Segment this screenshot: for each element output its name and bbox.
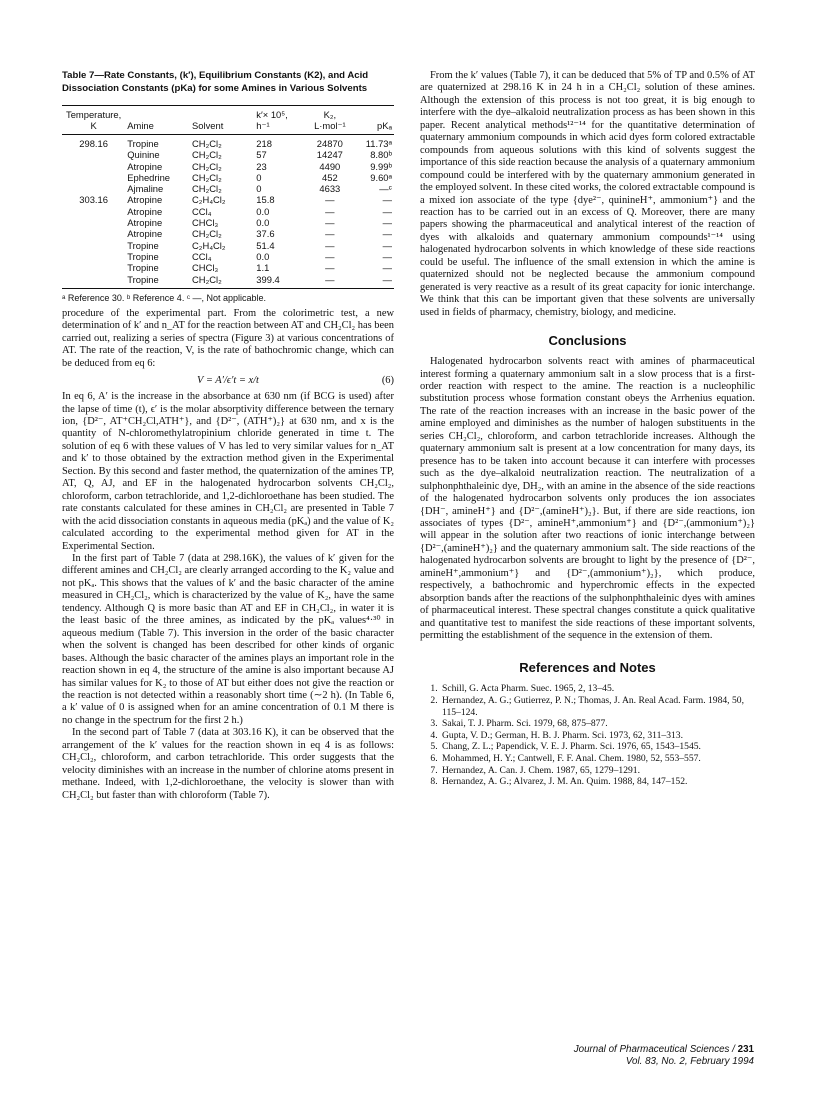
cell-rate-constant: 0.0 [256,205,270,217]
cell-temperature [62,262,125,273]
table-row [62,228,394,239]
cell-pka: — [382,205,392,217]
cell-pka: — [382,194,392,206]
cell-temperature [62,172,125,183]
reference-item: 1. Schill, G. Acta Pharm. Suec. 1965, 2, 13–45. [440,683,755,695]
left-column [62,70,394,802]
cell-pka: — [382,228,392,240]
cell-equilibrium-constant: — [325,262,335,274]
cell-pka: — [382,262,392,274]
cell-solvent: CH₂Cl₂ [192,138,222,149]
cell-equilibrium-constant: — [325,239,335,251]
paragraph: From the k′ values (Table 7), it can be deduced that 5% of TP and 0.5% of AT are quaternized at 298.16 K in 24 h in a CH₂Cl₂ solution of these amines. Although the extension of this process is not too great, it is big enough to interfere with the dye–alkaloid neutralization process as has been shown in this paper. Recent analytical methods¹²⁻¹⁴ for the quantitative determination of quaternary ammonium compounds in which acid dyes form colored extractable compounds from aqueous solutions with this kind of solvents suggest the importance of this side reaction because the analysis of a quaternary ammonium compound could be interfered with by the quaternary ammonium generated in the employed solvent. In these cited works, the colored extractable compound is a mixed ion associate of the type {dye²⁻, quinineH⁺, ammonium⁺} and the reaction has to be carried out in an excess of Q. Moreover, there are many papers showing the pharmaceutical and analytical interest of the reaction of dyes with alkaloids and quaternary ammonium compounds¹⁻¹⁴ using halogenated hydrocarbon solvents in which knowledge of these side reactions could be useful. The influence of the small extension in which the amine is quaternized should not be neglected because the ammonium compound generated is very reactive as a result of its great capacity for ionic interchange. We think that this can be important given that these solvents are universally used in fields of pharmacy, chemistry, biology, and medicine. [420,70,755,318]
cell-equilibrium-constant: — [325,194,335,206]
cell-rate-constant: 399.4 [248,274,304,289]
cell-solvent: CH₂Cl₂ [192,160,222,172]
header-pka: pKₐ [355,120,394,135]
table-row [62,194,394,205]
references-heading: References and Notes [519,660,656,676]
cell-amine: Tropine [127,250,159,262]
reference-item: 5. Chang, Z. L.; Papendick, V. E. J. Pharm. Sci. 1976, 65, 1543–1545. [440,741,755,753]
cell-solvent: CCl₄ [192,205,212,217]
cell-rate-constant: 0.0 [256,250,270,262]
cell-amine: Tropine [127,138,159,149]
table-row [62,161,394,172]
cell-solvent: CH₂Cl₂ [190,274,248,289]
cell-rate-constant: 0 [256,183,262,195]
paragraph: In eq 6, A′ is the increase in the absorbance at 630 nm (if BCG is used) after the lapse of time (t), ϵ′ is the molar absorptivity difference between the ternary ion, {D²⁻, AT⁺CH₂Cl,ATH⁺}, and {D²⁻, (ATH⁺)₂} at 630 nm, and x is the quantity of N-chloromethylatropinium chloride generated in time t. The solution of eq 6 with these values of V has led to very similar values for n_AT and k′ to those obtained by the extraction method given in the Experimental Section. By this second and faster method, the quaternization of the amines TP, AT, Q, AJ, and EF in the halogenated hydrocarbon solvents CH₂Cl₂, chloroform, carbon tetrachloride, and 1,2-dichloroethane has been studied. The rate constants calculated for these amines in CH₂Cl₂ are presented in Table 7 with the acid dissociation constants in aqueous media (pKₐ) and the value of K₂ calculated according to the experimental method given for AT in the Experimental Section. [62,391,395,552]
cell-solvent: CH₂Cl₂ [192,183,222,195]
cell-rate-constant: 0 [256,171,262,183]
cell-solvent: CH₂Cl₂ [192,228,222,240]
cell-equilibrium-constant: 24870 [316,138,343,149]
header-rate-constant-unit: h⁻¹ [248,120,304,135]
header-equilibrium-constant-unit: L·mol⁻¹ [304,120,355,135]
table-footnote: ᵃ Reference 30. ᵇ Reference 4. ᶜ —, Not applicable. [62,292,267,303]
cell-solvent: CH₂Cl₂ [192,171,222,183]
cell-equilibrium-constant: — [325,217,335,229]
cell-temperature [62,149,125,160]
cell-temperature [62,183,125,194]
cell-solvent: C₂H₄Cl₂ [192,194,226,206]
cell-amine: Atropine [127,160,163,172]
cell-equilibrium-constant: — [325,250,335,262]
cell-temperature [62,206,125,217]
table-row [62,149,394,160]
cell-equilibrium-constant: — [325,205,335,217]
cell-pka: — [382,250,392,262]
cell-pka: 9.60ᵃ [370,171,392,183]
cell-pka: —ᶜ [379,183,392,195]
cell-amine: Atropine [127,205,163,217]
cell-amine: Atropine [127,228,163,240]
journal-name: Journal of Pharmaceutical Sciences / [573,1044,735,1055]
header-solvent: Solvent [190,120,248,135]
conclusions-heading: Conclusions [548,333,627,349]
cell-rate-constant: 0.0 [256,217,270,229]
table-row [62,206,394,217]
table-row [62,172,394,183]
table-row [62,274,394,289]
table-7 [62,105,394,289]
cell-equilibrium-constant: 4633 [319,183,341,195]
table-row [62,240,394,251]
paragraph: Halogenated hydrocarbon solvents react with amines of pharmaceutical interest forming a quaternary ammonium salt in a slow process that is a first-order reaction with respect to the amine. The reaction is a nucleophilic substitution process whose formation constant obeys the Arrhenius equation. The rate of the reaction increases with an increase in the basic power of the amine employed and diminishes as the number of halogen substituents in the series CH₂Cl₂, chloroform, and carbon tetrachloride increases. Although the quaternary ammonium salt is present at a low concentration for many days, its presence has to be taken into account because it can interfere with processes such as the dye–alkaloid neutralization reaction. The neutralization of a sulphonphthaleinic dye, DH₂, with an amine in the absence of the side reactions of the halogenated hydrocarbon solvents only produces the ion associates {DH⁻, amineH⁺} and {D²⁻,(amineH⁺)₂}. But, if there are side reactions, ion associates of types {D²⁻, amineH⁺,ammonium⁺} and {D²⁻,(ammonium⁺)₂} will appear in the solution after two reactions of ionic interchange between {D²⁻,(amineH⁺)₂} and the quaternary ammonium salt. The side reactions of the halogenated hydrocarbon solvents are brought to light by the presence of {D²⁻, amineH⁺,ammonium⁺} and {D²⁻,(ammonium⁺)₂}, which produce, respectively, a bathochromic and hyperchromic effects in the expected absorption bands after the reactions of the sulphonphthaleinic dyes with amines of pharmaceutical interest. These spectral changes constitute a quick qualitative and quantitative test to manifest the side reactions of these important solvents, permitting the establishment of the sequence in the extension of them. [420,356,755,642]
header-temperature-unit: K [62,120,125,135]
cell-amine: Tropine [125,274,190,289]
cell-rate-constant: 23 [256,160,267,172]
cell-amine: Ephedrine [127,171,171,183]
cell-pka: — [382,217,392,229]
reference-item: 6. Mohammed, H. Y.; Cantwell, F. F. Anal. Chem. 1980, 52, 553–557. [440,753,755,765]
reference-item: 8. Hernandez, A. G.; Alvarez, J. M. An. Quim. 1988, 84, 147–152. [440,776,755,788]
page-number: 231 [737,1044,754,1055]
cell-equilibrium-constant: 4490 [319,160,341,172]
equation-text: V = A′/ϵ′t = x/t [197,375,259,387]
cell-rate-constant: 218 [256,138,272,149]
cell-temperature: 303.16 [79,194,108,206]
cell-pka: — [355,274,394,289]
cell-pka: — [382,239,392,251]
header-temperature: Temperature, [62,106,125,121]
cell-amine: Tropine [127,262,159,274]
reference-item: 2. Hernandez, A. G.; Gutierrez, P. N.; Thomas, J. An. Real Acad. Farm. 1984, 50, 115–124. [440,695,755,718]
cell-equilibrium-constant: 14247 [316,149,343,161]
cell-temperature [62,161,125,172]
cell-solvent: CH₂Cl₂ [192,149,222,161]
reference-item: 7. Hernandez, A. Can. J. Chem. 1987, 65, 1279–1291. [440,765,755,777]
cell-temperature [62,228,125,239]
table-row [62,183,394,194]
cell-pka: 11.73ᵃ [365,138,392,149]
right-column [420,70,755,788]
cell-temperature [62,217,125,228]
cell-amine: Tropine [127,239,159,251]
cell-temperature [62,240,125,251]
cell-solvent: CHCl₃ [192,262,219,274]
cell-amine: Atropine [127,217,163,229]
table-caption: Table 7—Rate Constants, (k′), Equilibrium Constants (K2), and Acid Dissociation Constants (pKa) for some Amines in Various Solvents [62,70,369,94]
paragraph: In the first part of Table 7 (data at 298.16K), the values of k′ given for the different amines and CH₂Cl₂ are clearly arranged according to the K₂ value and not pKₐ. This shows that the values of k′ and the basic character of the amine measured in CH₂Cl₂, which is characterized by the value of K₂, have the same tendency. Although Q is more basic than AT and EF in CH₂Cl₂, in water it is the least basic of the three amines, as indicated by the pKₐ values⁴·³⁰ in aqueous medium (Table 7). This inversion in the order of the basic character when the solvent is changed has been described for other kinds of organic bases. Although the basic character of the amines plays an important role in the reaction shown in eq 4, the structure of the amine is also important because AJ has similar values for K₂ to those of AT but either does not give the reaction or the reaction is not detected within a reasonably short time (∼2 h). (In Table 6, a k′ value of 0 is assigned when for an amine concentration of 0.1 M there is no change in the spectrum for the first 2 h.) [62,553,394,726]
cell-amine: Ajmaline [127,183,164,195]
cell-equilibrium-constant: — [304,274,355,289]
volume-info: Vol. 83, No. 2, February 1994 [625,1056,754,1067]
cell-pka: 9.99ᵇ [370,160,392,172]
paragraph: In the second part of Table 7 (data at 303.16 K), it can be observed that the arrangement of the k′ values for the reaction shown in eq 4 is as follows: CH₂Cl₂, chloroform, and carbon tetrachloride. This order suggests that the velocity diminishes with an increase in the number of chlorine atoms present in methane. Indeed, with 1,2-dichloroethane, the velocity is slower than with CH₂Cl₂ but faster than with chloroform (Table 7). [62,727,394,801]
cell-amine: Atropine [127,194,163,206]
table-row [62,217,394,228]
cell-amine: Quinine [127,149,160,161]
cell-temperature [62,274,125,289]
cell-rate-constant: 1.1 [256,262,270,274]
cell-temperature: 298.16 [79,138,108,149]
reference-item: 4. Gupta, V. D.; German, H. B. J. Pharm. Sci. 1973, 62, 311–313. [440,730,755,742]
cell-rate-constant: 15.8 [256,194,275,206]
equation-number: (6) [381,375,394,387]
cell-solvent: C₂H₄Cl₂ [192,239,226,251]
header-equilibrium-constant: K₂, [304,106,355,121]
cell-rate-constant: 51.4 [256,239,275,251]
cell-solvent: CCl₄ [192,250,212,262]
table-row [62,135,394,150]
table-row [62,251,394,262]
cell-rate-constant: 57 [256,149,267,161]
cell-solvent: CHCl₃ [192,217,219,229]
header-amine: Amine [125,120,190,135]
page-footer [574,1044,754,1068]
cell-rate-constant: 37.6 [256,228,275,240]
table-row [62,262,394,273]
equation-6 [62,373,394,389]
paragraph: procedure of the experimental part. From the colorimetric test, a new determination of k′ and n_AT for the reaction between AT and CH₂Cl₂ has been carried out, realizing a series of spectra (Figure 3) at various concentrations of AT. The rate of the reaction, V, is the rate of bathochromic change, which can be deduced from eq 6: [62,307,394,369]
cell-pka: 8.80ᵇ [370,149,392,161]
header-rate-constant: k′× 10⁵, [248,106,304,121]
reference-item: 3. Sakai, T. J. Pharm. Sci. 1979, 68, 875–877. [440,718,755,730]
cell-equilibrium-constant: 452 [322,171,338,183]
reference-list [420,683,755,787]
cell-temperature [62,251,125,262]
cell-equilibrium-constant: — [325,228,335,240]
